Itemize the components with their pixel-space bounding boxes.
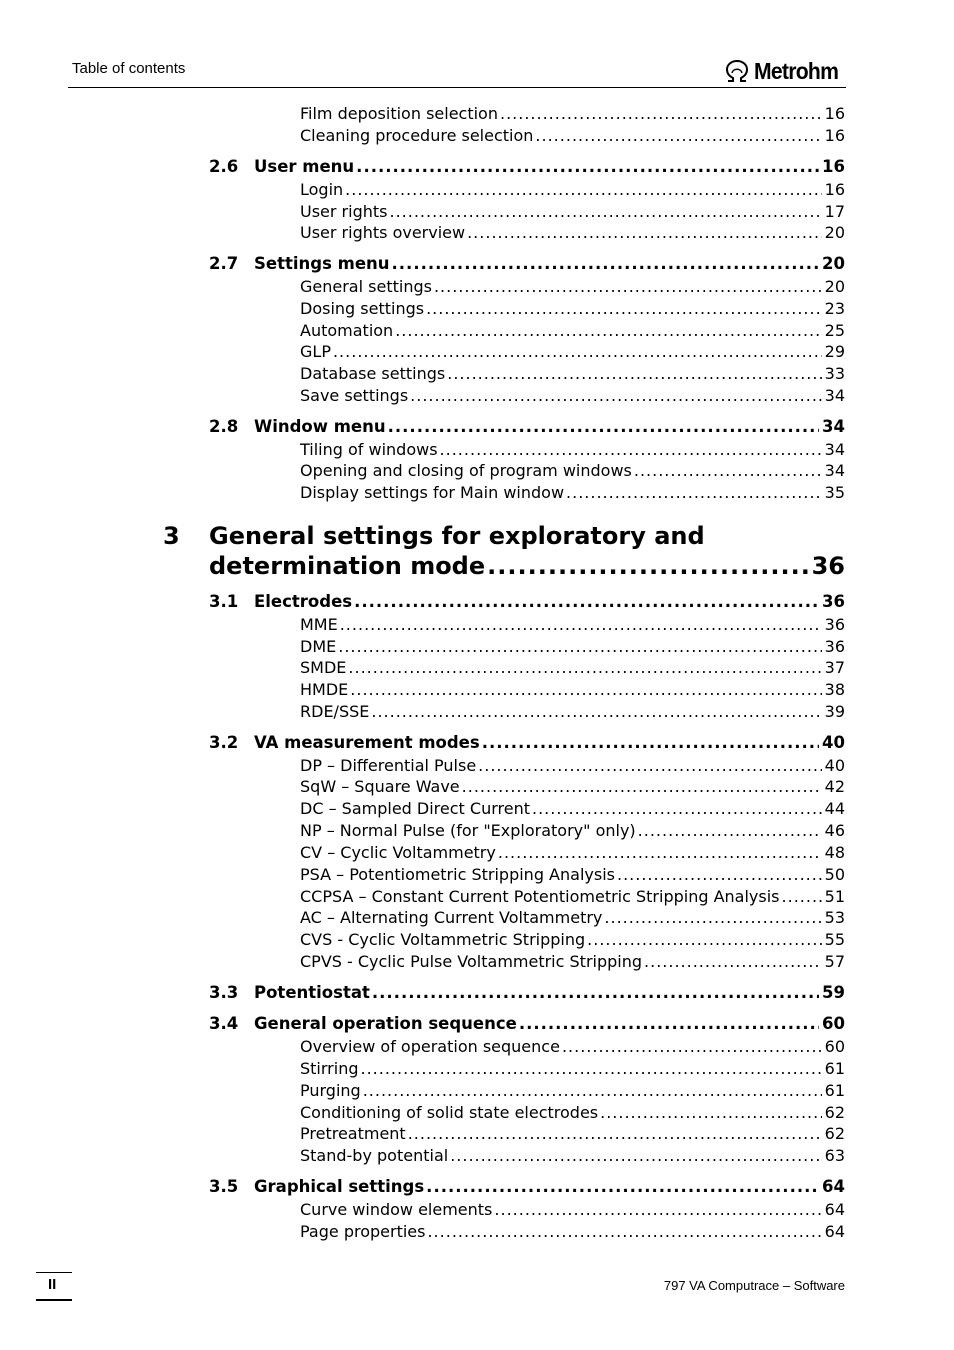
toc-section-3-2[interactable]: 3.2 VA measurement modes ..... 40 (209, 733, 845, 755)
toc-entry[interactable]: Film deposition selection ..... 16 (300, 104, 845, 126)
toc-entry[interactable]: Database settings ..... 33 (300, 364, 845, 386)
toc-entry[interactable]: Pretreatment ..... 62 (300, 1124, 845, 1146)
toc-entry[interactable]: User rights ..... 17 (300, 202, 845, 224)
toc-entry[interactable]: Overview of operation sequence ..... 60 (300, 1037, 845, 1059)
toc-entry[interactable]: Page properties ..... 64 (300, 1222, 845, 1244)
toc-entry[interactable]: DP – Differential Pulse ..... 40 (300, 756, 845, 778)
toc-entry[interactable]: Login ..... 16 (300, 180, 845, 202)
toc-entry[interactable]: CCPSA – Constant Current Potentiometric Stripping Analysis ..... 51 (300, 887, 845, 909)
toc-entry[interactable]: MME ..... 36 (300, 615, 845, 637)
toc-entry[interactable]: Cleaning procedure selection ..... 16 (300, 126, 845, 148)
toc-entry[interactable]: HMDE ..... 38 (300, 680, 845, 702)
toc-section-2-7[interactable]: 2.7 Settings menu ..... 20 (209, 254, 845, 276)
toc-entry[interactable]: Automation ..... 25 (300, 321, 845, 343)
toc-entry[interactable]: General settings ..... 20 (300, 277, 845, 299)
running-header-title: Table of contents (72, 60, 186, 77)
toc-entry[interactable]: DME ..... 36 (300, 637, 845, 659)
toc-chapter-3[interactable]: determination mode ..... 36 (209, 552, 845, 584)
logo-text: Metrohm (754, 57, 839, 84)
toc-entry[interactable]: GLP ..... 29 (300, 342, 845, 364)
toc-entry[interactable]: RDE/SSE ..... 39 (300, 702, 845, 724)
toc-entry[interactable]: Save settings ..... 34 (300, 386, 845, 408)
toc-entry[interactable]: AC – Alternating Current Voltammetry ..... 53 (300, 908, 845, 930)
toc-section-3-4[interactable]: 3.4 General operation sequence ..... 60 (209, 1014, 845, 1036)
toc-entry[interactable]: NP – Normal Pulse (for "Exploratory" only) ..... 46 (300, 821, 845, 843)
toc-section-2-6[interactable]: 2.6 User menu ..... 16 (209, 157, 845, 179)
toc-entry[interactable]: Stirring ..... 61 (300, 1059, 845, 1081)
toc-entry[interactable]: Purging ..... 61 (300, 1081, 845, 1103)
toc-entry[interactable]: CV – Cyclic Voltammetry ..... 48 (300, 843, 845, 865)
toc-entry[interactable]: PSA – Potentiometric Stripping Analysis ..... 50 (300, 865, 845, 887)
toc-section-3-5[interactable]: 3.5 Graphical settings ..... 64 (209, 1177, 845, 1199)
metrohm-logo (724, 56, 846, 86)
toc-entry[interactable]: Curve window elements ..... 64 (300, 1200, 845, 1222)
toc-entry[interactable]: Display settings for Main window ..... 35 (300, 483, 845, 505)
page-number: II (48, 1276, 57, 1293)
toc-section-2-8[interactable]: 2.8 Window menu ..... 34 (209, 417, 845, 439)
omega-icon (724, 59, 750, 83)
toc-entry[interactable]: CVS - Cyclic Voltammetric Stripping ..... 55 (300, 930, 845, 952)
toc-entry[interactable]: CPVS - Cyclic Pulse Voltammetric Stripping ..... 57 (300, 952, 845, 974)
header-rule (68, 87, 846, 88)
footer-product: 797 VA Computrace – Software (663, 1278, 845, 1293)
toc-entry[interactable]: Dosing settings ..... 23 (300, 299, 845, 321)
toc-entry[interactable]: SqW – Square Wave ..... 42 (300, 777, 845, 799)
toc-section-3-1[interactable]: 3.1 Electrodes ..... 36 (209, 592, 845, 614)
toc-section-3-3[interactable]: 3.3 Potentiostat ..... 59 (209, 983, 845, 1005)
toc-entry[interactable]: Opening and closing of program windows ..... 34 (300, 461, 845, 483)
toc-entry[interactable]: Conditioning of solid state electrodes ..... 62 (300, 1103, 845, 1125)
toc-entry[interactable]: DC – Sampled Direct Current ..... 44 (300, 799, 845, 821)
chapter-title-line1[interactable]: General settings for exploratory and (209, 522, 705, 550)
toc-entry[interactable]: User rights overview ..... 20 (300, 223, 845, 245)
toc-entry[interactable]: SMDE ..... 37 (300, 658, 845, 680)
chapter-number: 3 (163, 522, 180, 550)
toc-entry[interactable]: Stand-by potential ..... 63 (300, 1146, 845, 1168)
toc-entry[interactable]: Tiling of windows ..... 34 (300, 440, 845, 462)
